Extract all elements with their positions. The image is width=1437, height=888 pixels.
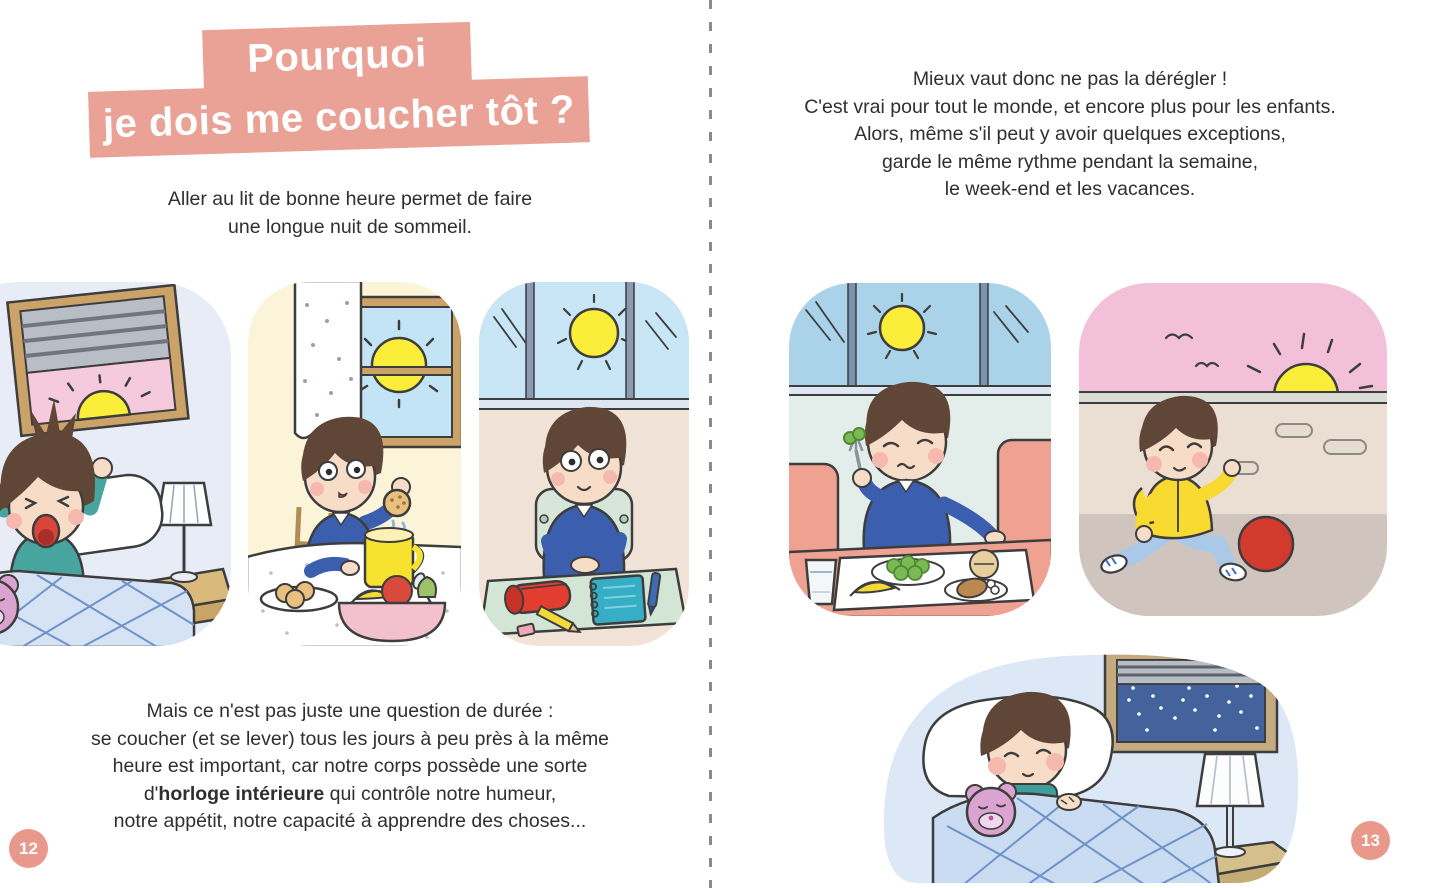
right-paragraph (740, 66, 1400, 204)
title-line-2: je dois me coucher tôt ? (102, 87, 576, 146)
sleeping-drawing (877, 644, 1302, 885)
illustration-lunch (788, 282, 1052, 617)
right-line: Mieux vaut donc ne pas la dérégler ! (912, 68, 1228, 90)
breakfast-drawing (247, 281, 462, 647)
intro-paragraph (60, 186, 640, 241)
wake-up-drawing (0, 281, 232, 647)
title-line-1: Pourquoi (246, 30, 428, 81)
title-box-bottom (88, 76, 590, 158)
intro-line: Aller au lit de bonne heure permet de faire (167, 188, 533, 210)
school-desk-drawing (478, 281, 690, 647)
title-box-top (202, 22, 472, 90)
body-line: se coucher (et se lever) tous les jours à peu près à la même (90, 727, 610, 750)
illustration-wake-up (0, 281, 232, 647)
page-fold-dashed-divider (709, 0, 712, 888)
right-line: Alors, même s'il peut y avoir quelques exceptions, (854, 123, 1286, 145)
playing-drawing (1078, 282, 1388, 617)
illustration-breakfast (247, 281, 462, 647)
body-line: Mais ce n'est pas juste une question de durée : (146, 700, 554, 722)
body-paragraph (40, 698, 660, 836)
page-number-left: 12 (9, 829, 48, 868)
lunch-drawing (788, 282, 1052, 617)
illustration-school-desk (478, 281, 690, 647)
right-line: le week-end et les vacances. (944, 178, 1196, 200)
body-line: d'horloge intérieure qui contrôle notre humeur, (143, 782, 557, 805)
body-line: heure est important, car notre corps possède une sorte (112, 755, 588, 777)
right-line: garde le même rythme pendant la semaine, (881, 150, 1259, 173)
right-line: C'est vrai pour tout le monde, et encore plus pour les enfants. (804, 95, 1336, 118)
page-number-right: 13 (1351, 821, 1390, 860)
illustration-sleeping (877, 644, 1302, 885)
body-line: notre appétit, notre capacité à apprendre des choses... (113, 810, 587, 832)
illustration-playing (1078, 282, 1388, 617)
bold-inner-clock: horloge intérieure (158, 782, 325, 805)
intro-line: une longue nuit de sommeil. (228, 215, 472, 238)
chapter-title-banner (86, 18, 590, 158)
